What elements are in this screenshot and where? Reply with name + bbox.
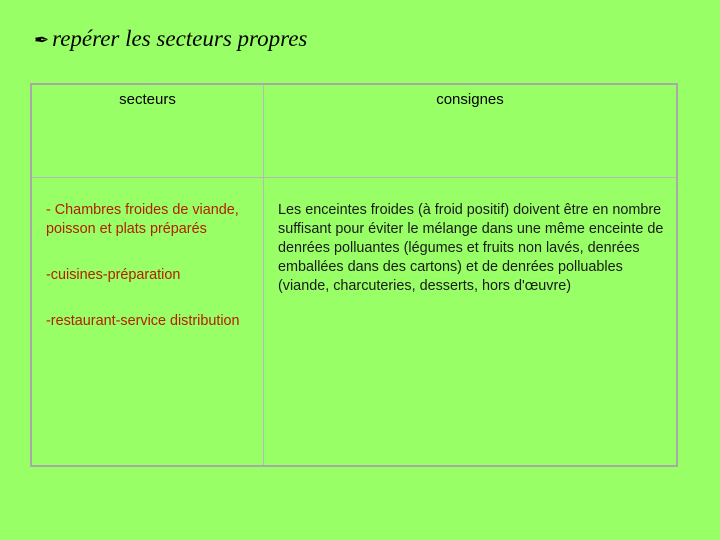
pen-icon: ✒ (34, 30, 50, 50)
page-title (34, 26, 307, 52)
instructions-cell: Les enceintes froides (à froid positif) doivent être en nombre suffisant pour éviter le mélange dans une même enceinte de denrées polluantes (légumes et fruits non lavés, denrées emballées dans des cartons) et de denrées polluables (viande, charcuteries, desserts, hors d'œuvre) (278, 202, 664, 294)
sectors-table (30, 83, 678, 467)
column-header-consignes: consignes (436, 91, 504, 108)
sectors-cell (46, 201, 256, 358)
sector-item-kitchens: -cuisines-préparation (46, 267, 181, 283)
column-header-secteurs: secteurs (119, 91, 176, 108)
column-divider (263, 85, 264, 465)
header-divider (32, 177, 676, 178)
sector-item-restaurant: -restaurant-service distribution (46, 313, 240, 329)
sector-item-cold-rooms: - Chambres froides de viande, poisson et plats préparés (46, 202, 239, 237)
page-title-text: repérer les secteurs propres (52, 26, 308, 51)
